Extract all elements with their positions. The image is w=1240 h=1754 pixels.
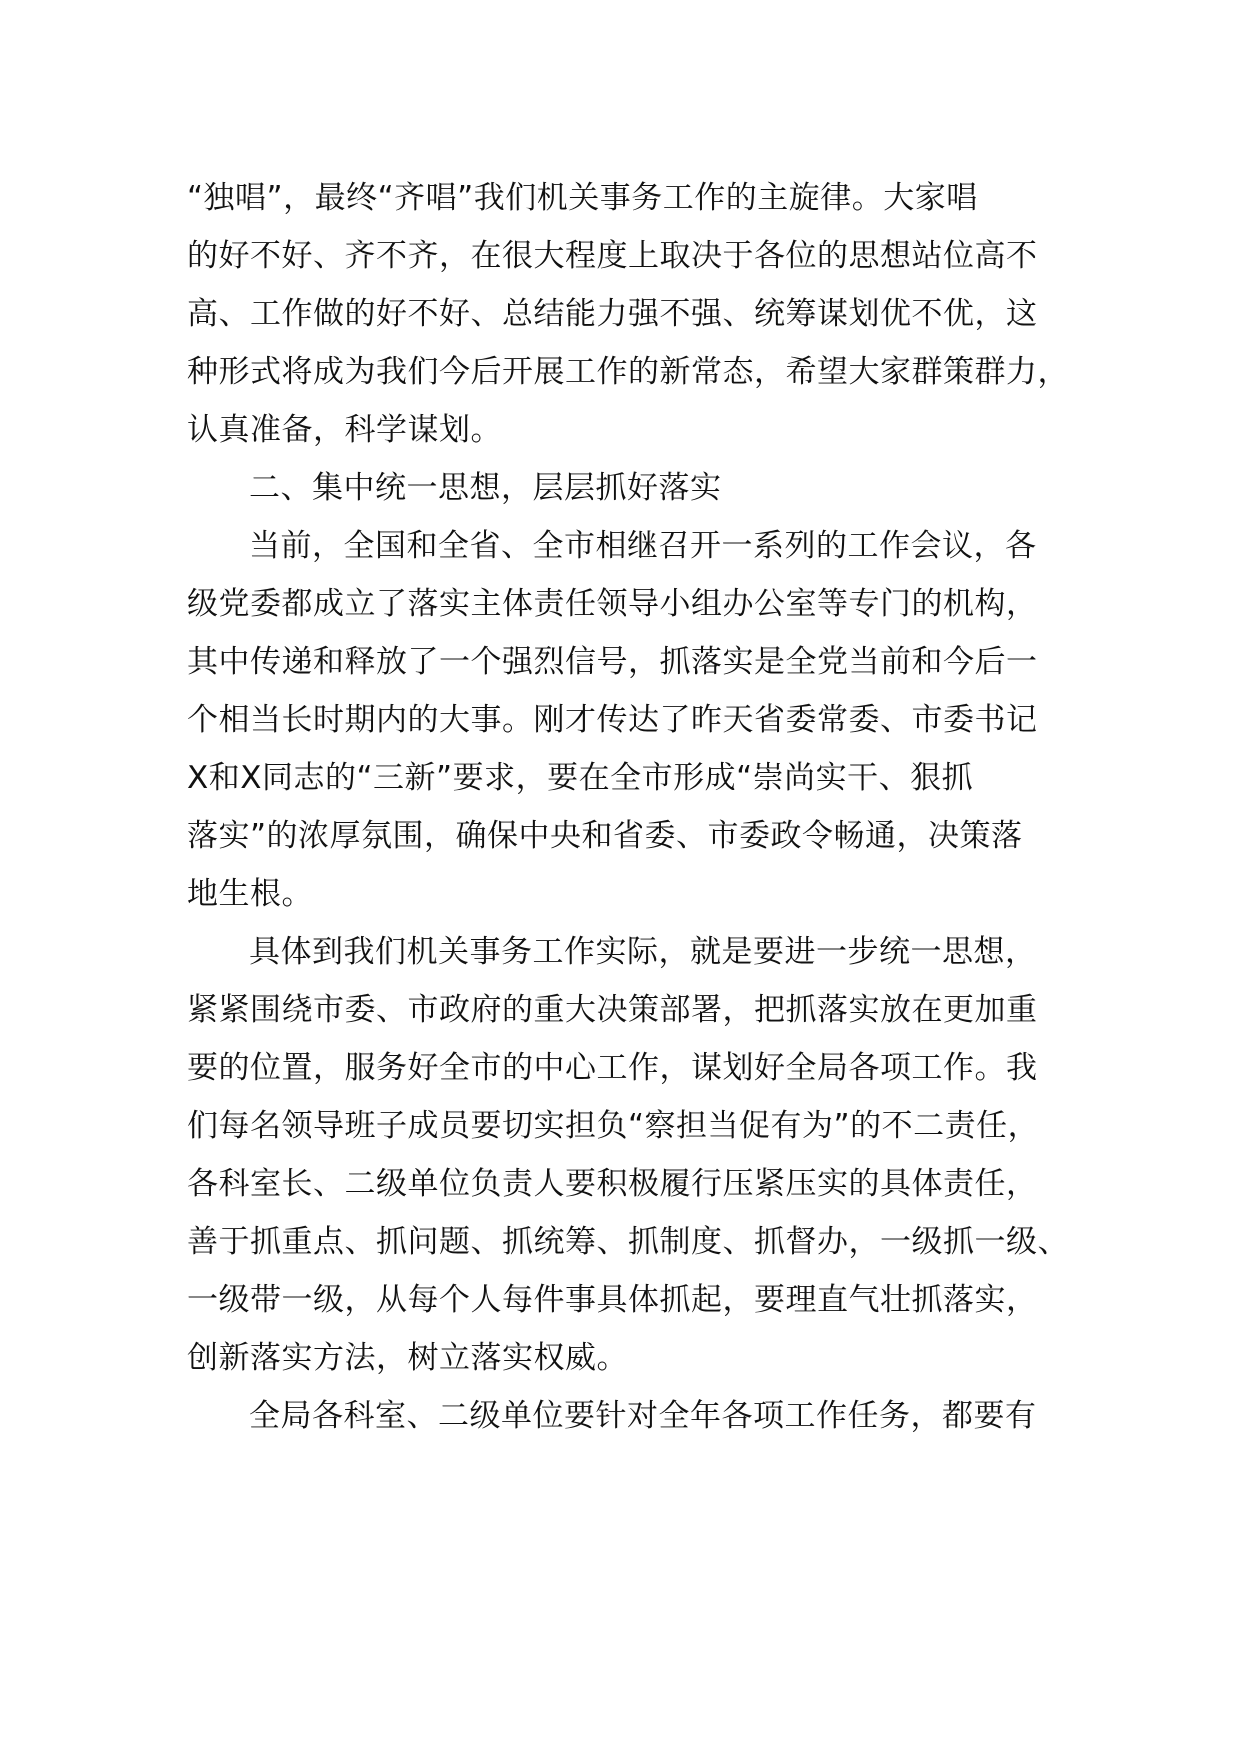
section-heading: 二、集中统一思想，层层抓好落实 — [249, 470, 722, 506]
text-line: 高、工作做的好不好、总结能力强不强、统筹谋划优不优，这 — [187, 296, 1038, 332]
text-line: 认真准备，科学谋划。 — [187, 412, 502, 448]
text-line: 地生根。 — [187, 876, 313, 912]
text-line: 其中传递和释放了一个强烈信号，抓落实是全党当前和今后一 — [187, 644, 1038, 680]
text-line: 个相当长时期内的大事。刚才传达了昨天省委常委、市委书记 — [187, 702, 1038, 738]
text-line: 落实”的浓厚氛围，确保中央和省委、市委政令畅通，决策落 — [187, 818, 1023, 854]
text-line: 善于抓重点、抓问题、抓统筹、抓制度、抓督办，一级抓一级、 — [187, 1224, 1069, 1260]
text-line: “独唱”，最终“齐唱”我们机关事务工作的主旋律。大家唱 — [187, 180, 978, 216]
text-line: 要的位置，服务好全市的中心工作，谋划好全局各项工作。我 — [187, 1050, 1038, 1086]
text-line: 种形式将成为我们今后开展工作的新常态，希望大家群策群力， — [187, 354, 1069, 390]
text-line: 的好不好、齐不齐，在很大程度上取决于各位的思想站位高不 — [187, 238, 1038, 274]
text-line: 当前，全国和全省、全市相继召开一系列的工作会议，各 — [249, 528, 1037, 564]
text-line: 们每名领导班子成员要切实担负“察担当促有为”的不二责任， — [187, 1108, 1040, 1144]
text-line: 全局各科室、二级单位要针对全年各项工作任务，都要有 — [249, 1398, 1037, 1434]
text-line: 紧紧围绕市委、市政府的重大决策部署，把抓落实放在更加重 — [187, 992, 1038, 1028]
text-line: 具体到我们机关事务工作实际，就是要进一步统一思想， — [249, 934, 1037, 970]
text-line: X和X同志的“三新”要求，要在全市形成“崇尚实干、狠抓 — [187, 760, 974, 796]
text-line: 级党委都成立了落实主体责任领导小组办公室等专门的机构， — [187, 586, 1038, 622]
text-line: 一级带一级，从每个人每件事具体抓起，要理直气壮抓落实， — [187, 1282, 1038, 1318]
text-line: 各科室长、二级单位负责人要积极履行压紧压实的具体责任， — [187, 1166, 1038, 1202]
text-line: 创新落实方法，树立落实权威。 — [187, 1340, 628, 1376]
